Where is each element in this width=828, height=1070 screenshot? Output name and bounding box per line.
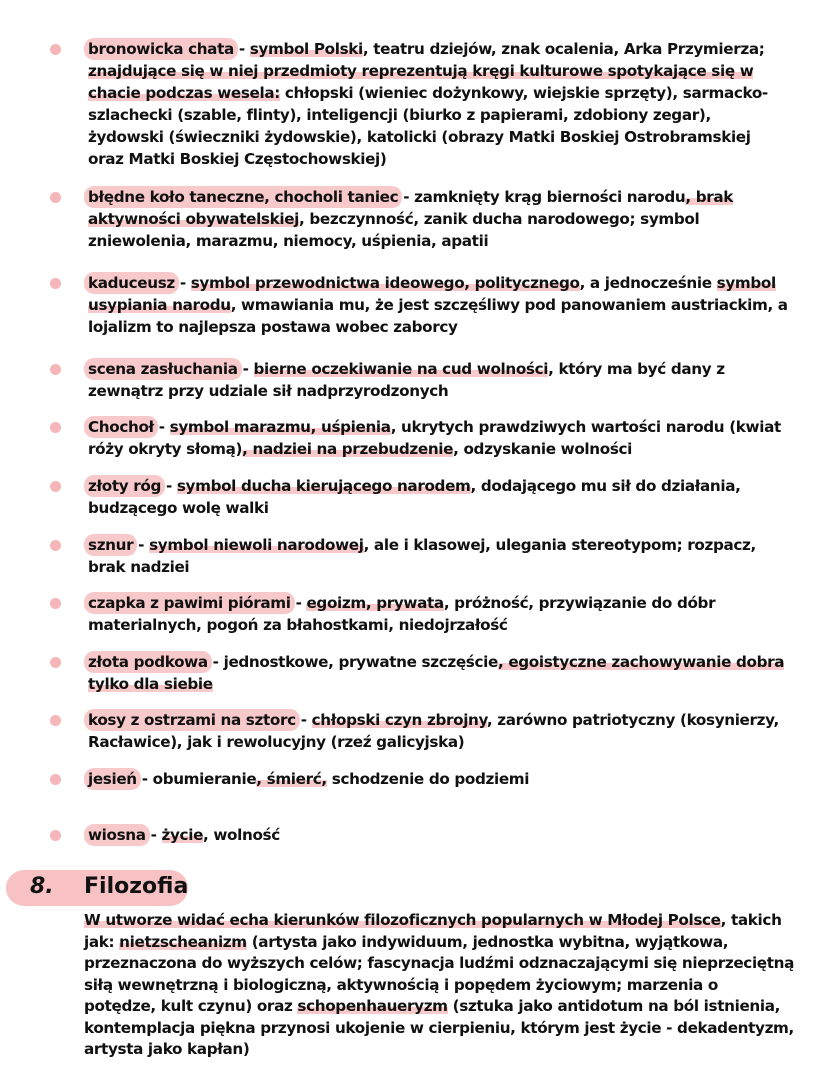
bullet-icon: [50, 278, 61, 289]
list-item-text: bronowicka chata - symbol Polski, teatru dziejów, znak ocalenia, Arka Przymierza; znajdujące się w niej przedmioty reprezentują kręgi kulturowe spotykające się w chacie podczas wesela: chłopski (wieniec dożynkowy, wiejskie sprzęty), sarmacko-szlachecki (szable, flinty), inteligencji (biurko z papierami, zdobiony zegar), żydowski (świeczniki żydowskie), katolicki (obrazy Matki Boskiej Ostrobramskiej oraz Matki Boskiej Częstochowskiej): [88, 38, 788, 170]
list-item-text: Chochoł - symbol marazmu, uśpienia, ukrytych prawdziwych wartości narodu (kwiat róży okryty słomą), nadziei na przebudzenie, odzyskanie wolności: [88, 416, 788, 460]
term-highlight: sznur: [84, 534, 137, 556]
underline-highlight: bierne oczekiwanie na cud wolności: [253, 360, 549, 378]
term-highlight: bronowicka chata: [84, 38, 238, 60]
underline-highlight: symbol marazmu, uśpienia: [169, 418, 391, 436]
underline-highlight: , śmierć,: [256, 770, 327, 788]
underline-highlight: schopenhaueryzm: [297, 997, 448, 1015]
bullet-icon: [50, 481, 61, 492]
bullet-icon: [50, 44, 61, 55]
underline-highlight: chłopski czyn zbrojny: [311, 711, 487, 729]
bullet-icon: [50, 774, 61, 785]
list-item-text: sznur - symbol niewoli narodowej, ale i klasowej, ulegania stereotypom; rozpacz, brak nadziei: [88, 534, 788, 578]
bullet-icon: [50, 657, 61, 668]
term-highlight: złoty róg: [84, 475, 165, 497]
bullet-icon: [50, 422, 61, 433]
bullet-icon: [50, 364, 61, 375]
underline-highlight: symbol niewoli narodowej: [149, 536, 364, 554]
underline-highlight: W utworze widać echa kierunków filozoficznych popularnych w Młodej Polsce: [84, 911, 721, 929]
list-item-text: czapka z pawimi piórami - egoizm, prywata, próżność, przywiązanie do dóbr materialnych, pogoń za błahostkami, niedojrzałość: [88, 592, 788, 636]
term-highlight: scena zasłuchania: [84, 358, 242, 380]
underline-highlight: , egoistyczne zachowywanie dobra tylko dla siebie: [88, 653, 785, 693]
term-highlight: kaduceusz: [84, 272, 179, 294]
bullet-icon: [50, 830, 61, 841]
list-item-text: kosy z ostrzami na sztorc - chłopski czyn zbrojny, zarówno patriotyczny (kosynierzy, Racławice), jak i rewolucyjny (rzeź galicyjska): [88, 709, 788, 753]
section-title: Filozofia: [84, 874, 189, 899]
underline-highlight: symbol usypiania narodu: [88, 274, 776, 314]
underline-highlight: nietzscheanizm: [119, 932, 247, 951]
term-highlight: Chochoł: [84, 416, 158, 438]
term-highlight: wiosna: [84, 824, 150, 846]
list-item-text: złoty róg - symbol ducha kierującego narodem, dodającego mu sił do działania, budzącego wolę walki: [88, 475, 788, 519]
term-highlight: kosy z ostrzami na sztorc: [84, 709, 300, 731]
underline-highlight: symbol przewodnictwa ideowego, politycznego: [190, 274, 580, 292]
underline-highlight: egoizm, prywata: [306, 594, 444, 612]
bullet-icon: [50, 598, 61, 609]
section-number: 8.: [30, 874, 54, 899]
underline-highlight: , nadziei na przebudzenie: [242, 440, 454, 458]
term-highlight: błędne koło taneczne, chocholi taniec: [84, 186, 402, 208]
underline-highlight: życie: [161, 826, 204, 844]
bullet-icon: [50, 192, 61, 203]
underline-highlight: symbol ducha kierującego narodem: [176, 477, 471, 495]
list-item-text: scena zasłuchania - bierne oczekiwanie na cud wolności, który ma być dany z zewnątrz przy udziale sił nadprzyrodzonych: [88, 358, 788, 402]
list-item-text: złota podkowa - jednostkowe, prywatne szczęście, egoistyczne zachowywanie dobra tylko dla siebie: [88, 651, 788, 695]
bullet-icon: [50, 540, 61, 551]
list-item-text: błędne koło taneczne, chocholi taniec - zamknięty krąg bierności narodu, brak aktywności obywatelskiej, bezczynność, zanik ducha narodowego; symbol zniewolenia, marazmu, niemocy, uśpienia, apatii: [88, 186, 788, 252]
term-highlight: złota podkowa: [84, 651, 212, 673]
underline-highlight: znajdujące się w niej przedmioty reprezentują kręgi kulturowe spotykające się w chacie podczas wesela:: [88, 62, 754, 102]
term-highlight: czapka z pawimi piórami: [84, 592, 295, 614]
term-highlight: jesień: [84, 768, 141, 790]
underline-highlight: , brak aktywności obywatelskiej: [88, 188, 734, 228]
section-body: W utworze widać echa kierunków filozoficznych popularnych w Młodej Polsce, takich jak: nietzscheanizm (artysta jako indywiduum, jednostka wybitna, wyjątkowa, przeznaczona do wyższych celów; fascynacja ludźmi odznaczającymi się nieprzeciętną siłą wewnętrzną i biologiczną, aktywnością i popędem życiowym; marzenia o potędze, kult czynu) oraz schopenhaueryzm (sztuka jako antidotum na ból istnienia, kontemplacja piękna przynosi ukojenie w cierpieniu, którym jest życie - dekadentyzm, artysta jako kapłan): [84, 911, 795, 1058]
bullet-icon: [50, 715, 61, 726]
list-item-text: wiosna - życie, wolność: [88, 824, 788, 846]
list-item-text: kaduceusz - symbol przewodnictwa ideowego, politycznego, a jednocześnie symbol usypiania narodu, wmawiania mu, że jest szczęśliwy pod panowaniem austriackim, a lojalizm to najlepsza postawa wobec zaborcy: [88, 272, 788, 338]
list-item-text: jesień - obumieranie, śmierć, schodzenie do podziemi: [88, 768, 788, 790]
